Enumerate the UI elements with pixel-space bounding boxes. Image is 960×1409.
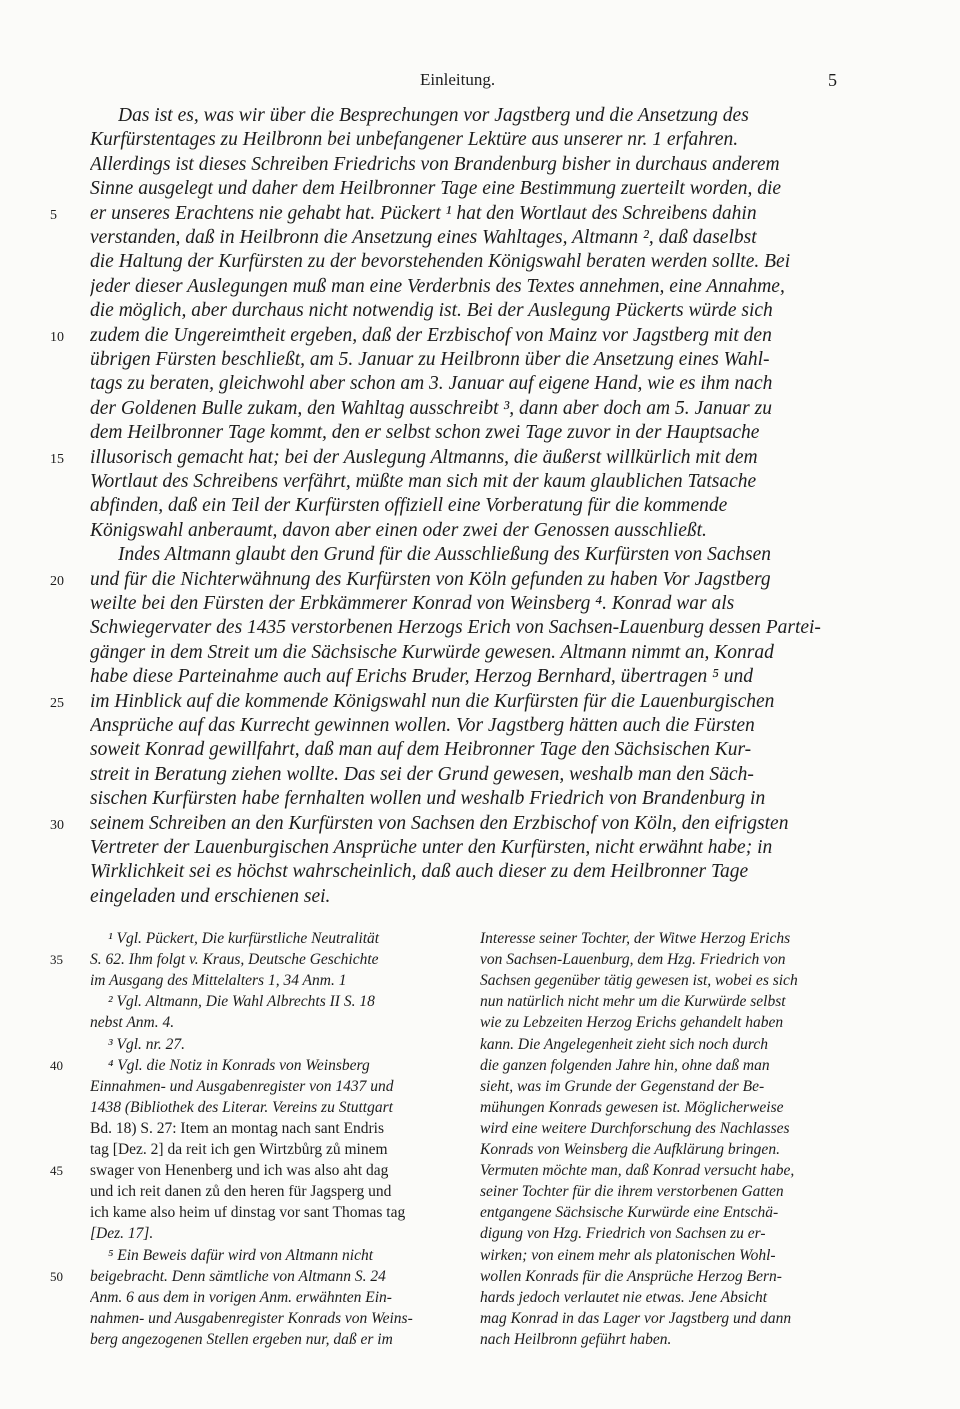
text-line: eingeladen und erschienen sei.: [90, 885, 331, 907]
text-line: Schwiegervater des 1435 verstorbenen Herzogs Erich von Sachsen-Lauenburg dessen Partei-: [90, 617, 821, 639]
text-line: Wirklichkeit sei es höchst wahrscheinlich, daß auch dieser zu dem Heilbronner Tage: [90, 861, 749, 883]
text-line: Kurfürstentages zu Heilbronn bei unbefangener Lektüre aus unserer nr. 1 erfahren.: [90, 129, 739, 151]
text-line: Vertreter der Lauenburgischen Ansprüche unter den Kurfürsten, nicht erwähnt habe; in: [90, 837, 773, 858]
text-line: habe diese Parteinahme auch auf Erichs Bruder, Herzog Bernhard, übertragen ⁵ und: [90, 666, 754, 688]
line-number: 10: [50, 329, 64, 345]
footnote-line: swager von Henenberg und ich was also aht dag: [90, 1162, 389, 1180]
footnote-line: wollen Konrads für die Ansprüche Herzog Bern-: [480, 1267, 782, 1285]
footnote-line: 1438 (Bibliothek des Literar. Vereins zu Stuttgart: [90, 1098, 393, 1116]
line-number: 20: [50, 573, 64, 589]
text-line: und für die Nichterwähnung des Kurfürsten von Köln gefunden zu haben Vor Jagstberg: [90, 568, 771, 590]
text-line: die Haltung der Kurfürsten zu der bevorstehenden Königswahl beraten werden sollte. Bei: [90, 251, 791, 273]
footnote-line: seiner Tochter für die ihrem verstorbenen Gatten: [480, 1183, 784, 1201]
footnote-line: Interesse seiner Tochter, der Witwe Herzog Erichs: [480, 930, 791, 947]
footnote-line: S. 62. Ihm folgt v. Kraus, Deutsche Geschichte: [90, 951, 379, 969]
footnote-line: beigebracht. Denn sämtliche von Altmann S. 24: [90, 1267, 386, 1285]
text-line: sischen Kurfürsten habe fernhalten wollen und weshalb Friedrich von Brandenburg in: [90, 788, 766, 810]
footnote-line: nebst Anm. 4.: [90, 1014, 175, 1032]
footnote-line-number: 50: [50, 1268, 63, 1284]
text-line: im Hinblick auf die kommende Königswahl nun die Kurfürsten für die Lauenburgischen: [90, 690, 775, 712]
footnote-line: entgangene Sächsische Kurwürde eine Entschä-: [480, 1204, 779, 1222]
footnote-line: hards jedoch verlautet nie etwas. Jene Absicht: [480, 1288, 768, 1306]
text-line: tags zu beraten, gleichwohl aber schon am 3. Januar auf eigene Hand, wie es ihm nach: [90, 373, 773, 395]
footnote-line: Anm. 6 aus dem in vorigen Anm. erwähnten Ein-: [90, 1288, 392, 1306]
text-line: Indes Altmann glaubt den Grund für die Ausschließung des Kurfürsten von Sachsen: [118, 544, 772, 566]
text-line: soweit Konrad gewillfahrt, daß man auf dem Heibronner Tage den Sächsischen Kur-: [90, 739, 752, 761]
footnote-line: nun natürlich nicht mehr um die Kurwürde selbst: [480, 993, 786, 1011]
footnote-line: wie zu Lebzeiten Herzog Erichs gehandelt haben: [480, 1014, 784, 1032]
footnote-line: kann. Die Angelegenheit zieht sich noch durch: [480, 1035, 768, 1053]
text-line: die möglich, aber durchaus nicht notwendig ist. Bei der Auslegung Pückerts würde sich: [90, 300, 773, 322]
footnote-line: digung von Hzg. Friedrich von Sachsen zu er-: [480, 1225, 766, 1243]
footnote-line-number: 40: [50, 1057, 63, 1073]
text-line: Königswahl anberaumt, davon aber einen oder zwei der Genossen ausschließt.: [90, 519, 707, 541]
footnote-line-number: 45: [50, 1163, 63, 1179]
text-line: illusorisch gemacht hat; bei der Auslegung Altmanns, die äußerst willkürlich mit dem: [90, 446, 758, 468]
text-line: abfinden, daß ein Teil der Kurfürsten offiziell eine Vorberatung für die kommende: [90, 495, 728, 517]
footnote-line: nach Heilbronn geführt haben.: [480, 1330, 672, 1348]
footnote-line: wird eine weitere Durchforschung des Nachlasses: [480, 1119, 790, 1137]
text-line: dem Heilbronner Tage kommt, den er selbst schon zwei Tage zuvor in der Hauptsache: [90, 422, 760, 444]
text-line: der Goldenen Bulle zukam, den Wahltag ausschreibt ³, dann aber doch am 5. Januar zu: [90, 397, 772, 419]
footnote-line: ³ Vgl. nr. 27.: [108, 1035, 185, 1053]
text-line: Sinne ausgelegt und daher dem Heilbronner Tage eine Bestimmung zuerteilt worden, die: [90, 178, 782, 200]
footnote-line: ⁵ Ein Beweis dafür wird von Altmann nicht: [108, 1246, 373, 1264]
text-line: Das ist es, was wir über die Besprechungen vor Jagstberg und die Ansetzung des: [118, 105, 749, 126]
text-line: Wortlaut des Schreibens verfährt, müßte man sich mit der kaum glaublichen Tatsache: [90, 471, 757, 492]
line-number: 30: [50, 817, 64, 833]
footnote-line: mag Konrad in das Lager vor Jagstberg und dann: [480, 1309, 792, 1327]
line-number: 5: [50, 207, 57, 223]
footnote-line: und ich reit danen zů den heren für Jagsperg und: [90, 1183, 392, 1201]
footnote-line: [Dez. 17].: [90, 1225, 154, 1243]
text-line: er unseres Erachtens nie gehabt hat. Pückert ¹ hat den Wortlaut des Schreibens dahin: [90, 202, 757, 224]
footnote-line: tag [Dez. 2] da reit ich gen Wirtzbůrg zů minem: [90, 1141, 388, 1158]
text-line: seinem Schreiben an den Kurfürsten von Sachsen den Erzbischof von Köln, den eifrigsten: [90, 812, 789, 834]
footnote-line: ⁴ Vgl. die Notiz in Konrads von Weinsberg: [108, 1056, 370, 1074]
footnote-line: Bd. 18) S. 27: Item an montag nach sant Endris: [90, 1119, 385, 1137]
footnote-line: mühungen Konrads gewesen ist. Möglicherweise: [480, 1098, 784, 1116]
text-line: übrigen Fürsten beschließt, am 5. Januar zu Heilbronn über die Ansetzung eines Wahl-: [90, 349, 770, 370]
text-line: Allerdings ist dieses Schreiben Friedrichs von Brandenburg bisher in durchaus anderem: [90, 153, 780, 175]
footnote-line: sieht, was im Grunde der Gegenstand der Be-: [480, 1077, 765, 1095]
footnote-line: Einnahmen- und Ausgabenregister von 1437 und: [90, 1077, 394, 1095]
footnote-line: berg angezogenen Stellen ergeben nur, daß er im: [90, 1330, 393, 1348]
footnote-line: die ganzen folgenden Jahre hin, ohne daß man: [480, 1056, 770, 1074]
page-number: 5: [828, 70, 837, 90]
text-line: gänger in dem Streit um die Sächsische Kurwürde gewesen. Altmann nimmt an, Konrad: [90, 641, 774, 663]
text-line: weilte bei den Fürsten der Erbkämmerer Konrad von Weinsberg ⁴. Konrad war als: [90, 593, 735, 614]
text-line: verstanden, daß in Heilbronn die Ansetzung eines Wahltages, Altmann ², daß daselbst: [90, 227, 757, 248]
line-number: 25: [50, 695, 64, 711]
footnote-line: von Sachsen-Lauenburg, dem Hzg. Friedrich von: [480, 951, 786, 969]
text-line: Ansprüche auf das Kurrecht gewinnen wollen. Vor Jagstberg hätten auch die Fürsten: [90, 715, 755, 736]
page-header: [0, 70, 960, 94]
footnote-line: nahmen- und Ausgabenregister Konrads von Weins-: [90, 1309, 413, 1327]
footnote-line: im Ausgang des Mittelalters 1, 34 Anm. 1: [90, 972, 347, 990]
footnote-line: Vermuten möchte man, daß Konrad versucht habe,: [480, 1162, 795, 1180]
line-number: 15: [50, 451, 64, 467]
footnote-line: ich kame also heim uf dinstag vor sant Thomas tag: [90, 1204, 406, 1222]
text-line: streit in Beratung ziehen wollte. Das sei der Grund gewesen, weshalb man den Säch-: [90, 763, 754, 785]
footnote-line-number: 35: [50, 952, 63, 968]
text-line: jeder dieser Auslegungen muß man eine Verderbnis des Textes annehmen, eine Annahme,: [90, 275, 785, 297]
footnote-line: Sachsen gegenüber tätig gewesen ist, wobei es sich: [480, 972, 798, 990]
footnote-line: wirken; von einem mehr als platonischen Wohl-: [480, 1246, 776, 1264]
footnote-line: ¹ Vgl. Pückert, Die kurfürstliche Neutralität: [108, 930, 380, 947]
footnote-line: ² Vgl. Altmann, Die Wahl Albrechts II S. 18: [108, 993, 375, 1011]
running-head: Einleitung.: [420, 70, 496, 89]
footnote-line: Konrads von Weinsberg die Aufklärung bringen.: [480, 1141, 780, 1158]
text-line: zudem die Ungereimtheit ergeben, daß der Erzbischof von Mainz vor Jagstberg mit den: [90, 324, 772, 346]
